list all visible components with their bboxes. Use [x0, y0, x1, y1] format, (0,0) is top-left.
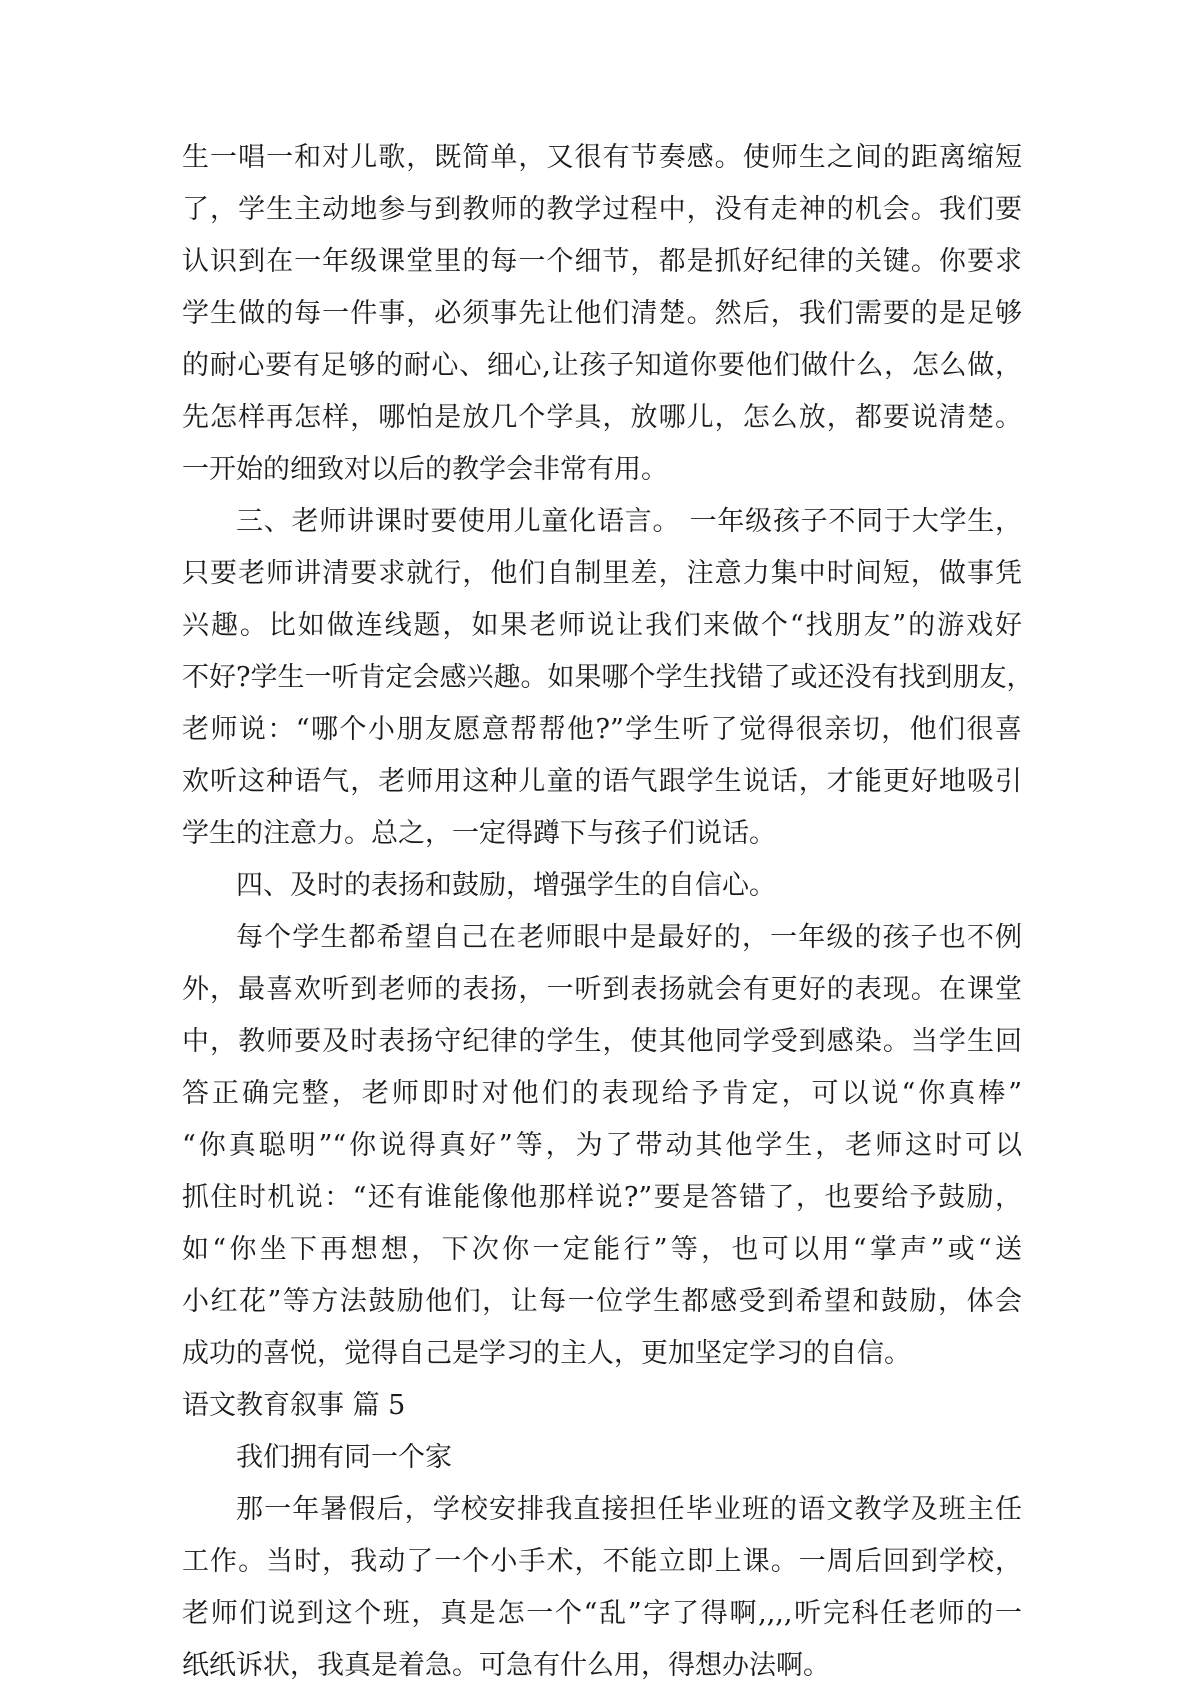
text-line: 的耐心要有足够的耐心、细心,让孩子知道你要他们做什么，怎么做，: [182, 350, 1022, 381]
story-title: 我们拥有同一个家: [236, 1442, 452, 1473]
text-line: 一开始的细致对以后的教学会非常有用。: [182, 454, 668, 485]
text-line: 每个学生都希望自己在老师眼中是最好的，一年级的孩子也不例: [236, 922, 1022, 953]
text-line: 生一唱一和对儿歌，既简单，又很有节奏感。使师生之间的距离缩短: [182, 142, 1022, 173]
text-line: 老师说：“哪个小朋友愿意帮帮他?”学生听了觉得很亲切，他们很喜: [182, 714, 1022, 745]
text-line: 老师们说到这个班，真是怎一个“乱”字了得啊,,,,听完科任老师的一: [182, 1598, 1022, 1629]
section-heading: 三、老师讲课时要使用儿童化语言。 一年级孩子不同于大学生，: [236, 506, 1022, 537]
text-line: 如“你坐下再想想，下次你一定能行”等，也可以用“掌声”或“送: [182, 1234, 1022, 1265]
text-line: 只要老师讲清要求就行，他们自制里差，注意力集中时间短，做事凭: [182, 558, 1022, 589]
text-line: 学生做的每一件事，必须事先让他们清楚。然后，我们需要的是足够: [182, 298, 1022, 329]
text-line: 那一年暑假后，学校安排我直接担任毕业班的语文教学及班主任: [236, 1494, 1022, 1525]
text-line: 中，教师要及时表扬守纪律的学生，使其他同学受到感染。当学生回: [182, 1026, 1022, 1057]
text-line: 认识到在一年级课堂里的每一个细节，都是抓好纪律的关键。你要求: [182, 246, 1022, 277]
text-line: 兴趣。比如做连线题，如果老师说让我们来做个“找朋友”的游戏好: [182, 610, 1022, 641]
text-line: “你真聪明”“你说得真好”等，为了带动其他学生，老师这时可以: [182, 1130, 1022, 1161]
text-line: 外，最喜欢听到老师的表扬，一听到表扬就会有更好的表现。在课堂: [182, 974, 1022, 1005]
document-body: [182, 132, 1034, 1692]
text-line: 成功的喜悦，觉得自己是学习的主人，更加坚定学习的自信。: [182, 1338, 911, 1369]
text-line: 先怎样再怎样，哪怕是放几个学具，放哪儿，怎么放，都要说清楚。: [182, 402, 1022, 433]
text-line: 了，学生主动地参与到教师的教学过程中，没有走神的机会。我们要: [182, 194, 1022, 225]
text-line: 抓住时机说：“还有谁能像他那样说?”要是答错了，也要给予鼓励，: [182, 1182, 1022, 1213]
text-line: 工作。当时，我动了一个小手术，不能立即上课。一周后回到学校，: [182, 1546, 1022, 1577]
text-line: 答正确完整，老师即时对他们的表现给予肯定，可以说“你真棒”: [182, 1078, 1022, 1109]
article-title: 语文教育叙事 篇 5: [182, 1390, 406, 1421]
text-line: 欢听这种语气，老师用这种儿童的语气跟学生说话，才能更好地吸引: [182, 766, 1022, 797]
text-line: 不好?学生一听肯定会感兴趣。如果哪个学生找错了或还没有找到朋友，: [182, 662, 1034, 693]
text-line: 纸纸诉状，我真是着急。可急有什么用，得想办法啊。: [182, 1650, 830, 1681]
text-line: 小红花”等方法鼓励他们，让每一位学生都感受到希望和鼓励，体会: [182, 1286, 1022, 1317]
section-heading: 四、及时的表扬和鼓励，增强学生的自信心。: [236, 870, 776, 901]
text-line: 学生的注意力。总之，一定得蹲下与孩子们说话。: [182, 818, 776, 849]
